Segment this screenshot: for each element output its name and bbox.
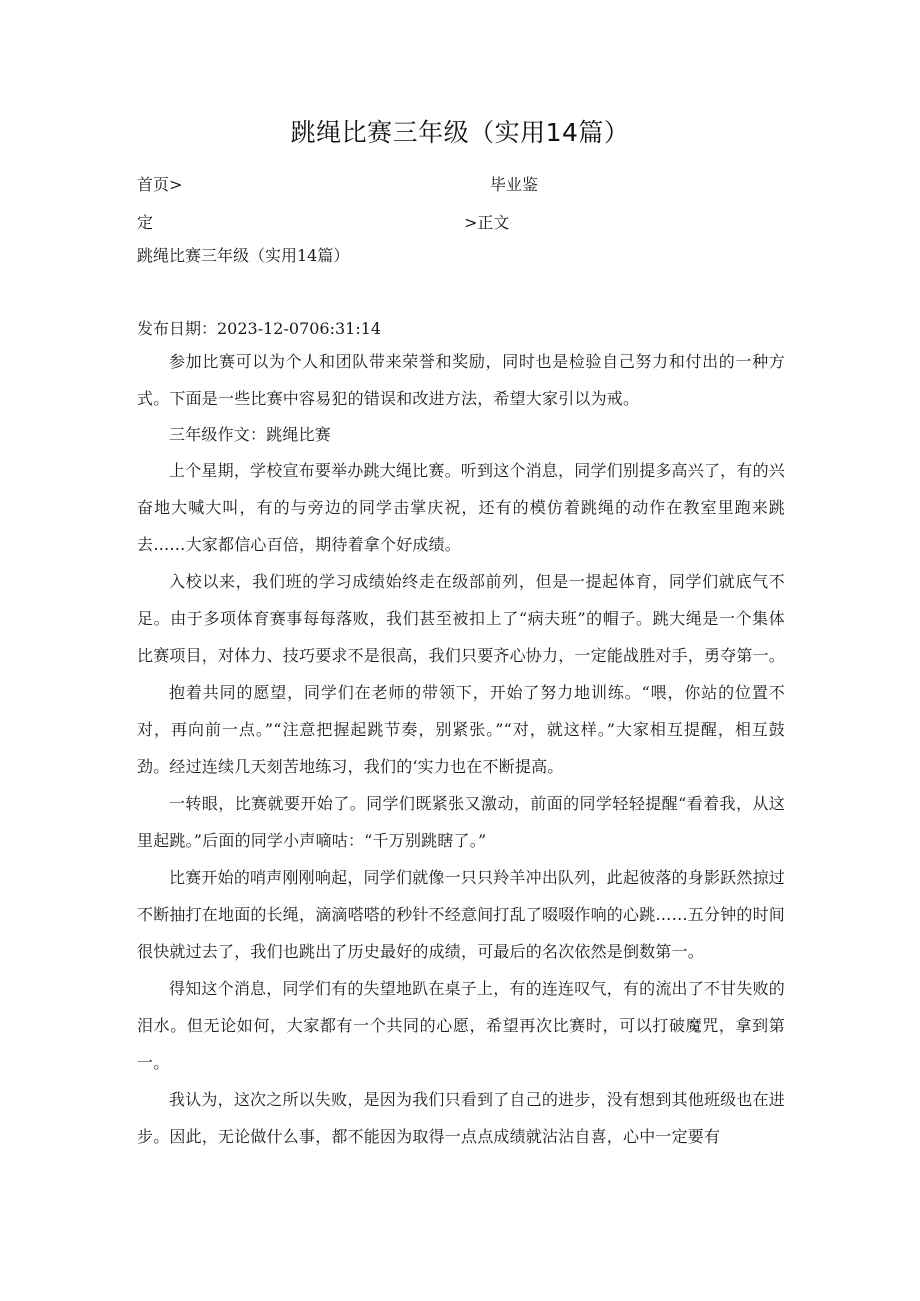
- paragraph: 我认为，这次之所以失败，是因为我们只看到了自己的进步，没有想到其他班级也在进步。因此，无论做什么事，都不能因为取得一点点成绩就沾沾自喜，心中一定要有: [137, 1090, 785, 1146]
- breadcrumb-home-link[interactable]: 首页>: [137, 175, 183, 194]
- article-body: [137, 314, 785, 1155]
- breadcrumb-category-link-continued[interactable]: 定: [137, 213, 154, 232]
- paragraph: 抱着共同的愿望，同学们在老师的带领下，开始了努力地训练。“喂，你站的位置不对，再向前一点。”“注意把握起跳节奏，别紧张。”“对，就这样。”大家相互提醒，相互鼓劲。经过连续几天刻苦地练习，我们的‘实力也在不断提高。: [137, 683, 785, 776]
- paragraph-intro: 参加比赛可以为个人和团队带来荣誉和奖励，同时也是检验自己努力和付出的一种方式。下面是一些比赛中容易犯的错误和改进方法，希望大家引以为戒。: [137, 352, 785, 408]
- publish-date: 发布日期：2023-12-0706:31:14: [137, 319, 382, 338]
- paragraph: 一转眼，比赛就要开始了。同学们既紧张又激动，前面的同学轻轻提醒“看着我，从这里起跳。”后面的同学小声嘀咕：“千万别跳瞎了。”: [137, 794, 785, 850]
- document-subtitle: 跳绳比赛三年级（实用14篇）: [137, 246, 350, 265]
- breadcrumb-category-link[interactable]: 毕业鉴: [490, 175, 539, 194]
- paragraph: 上个星期，学校宣布要举办跳大绳比赛。听到这个消息，同学们别提多高兴了，有的兴奋地大喊大叫，有的与旁边的同学击掌庆祝，还有的模仿着跳绳的动作在教室里跑来跳去……大家都信心百倍，期待着拿个好成绩。: [137, 461, 785, 554]
- document-title: 跳绳比赛三年级（实用14篇）: [290, 118, 630, 147]
- breadcrumb-current: >正文: [464, 213, 510, 232]
- paragraph: 入校以来，我们班的学习成绩始终走在级部前列，但是一提起体育，同学们就底气不足。由于多项体育赛事每每落败，我们甚至被扣上了“病夫班”的帽子。跳大绳是一个集体比赛项目，对体力、技巧要求不是很高，我们只要齐心协力，一定能战胜对手，勇夺第一。: [137, 572, 786, 665]
- paragraph: 得知这个消息，同学们有的失望地趴在桌子上，有的连连叹气，有的流出了不甘失败的泪水。但无论如何，大家都有一个共同的心愿，希望再次比赛时，可以打破魔咒，拿到第一。: [137, 979, 785, 1072]
- paragraph-subheading: 三年级作文：跳绳比赛: [169, 425, 332, 444]
- paragraph: 比赛开始的哨声刚刚响起，同学们就像一只只羚羊冲出队列，此起彼落的身影跃然掠过不断抽打在地面的长绳，滴滴嗒嗒的秒针不经意间打乱了啜啜作响的心跳……五分钟的时间很快就过去了，我们也跳出了历史最好的成绩，可最后的名次依然是倒数第一。: [137, 868, 786, 961]
